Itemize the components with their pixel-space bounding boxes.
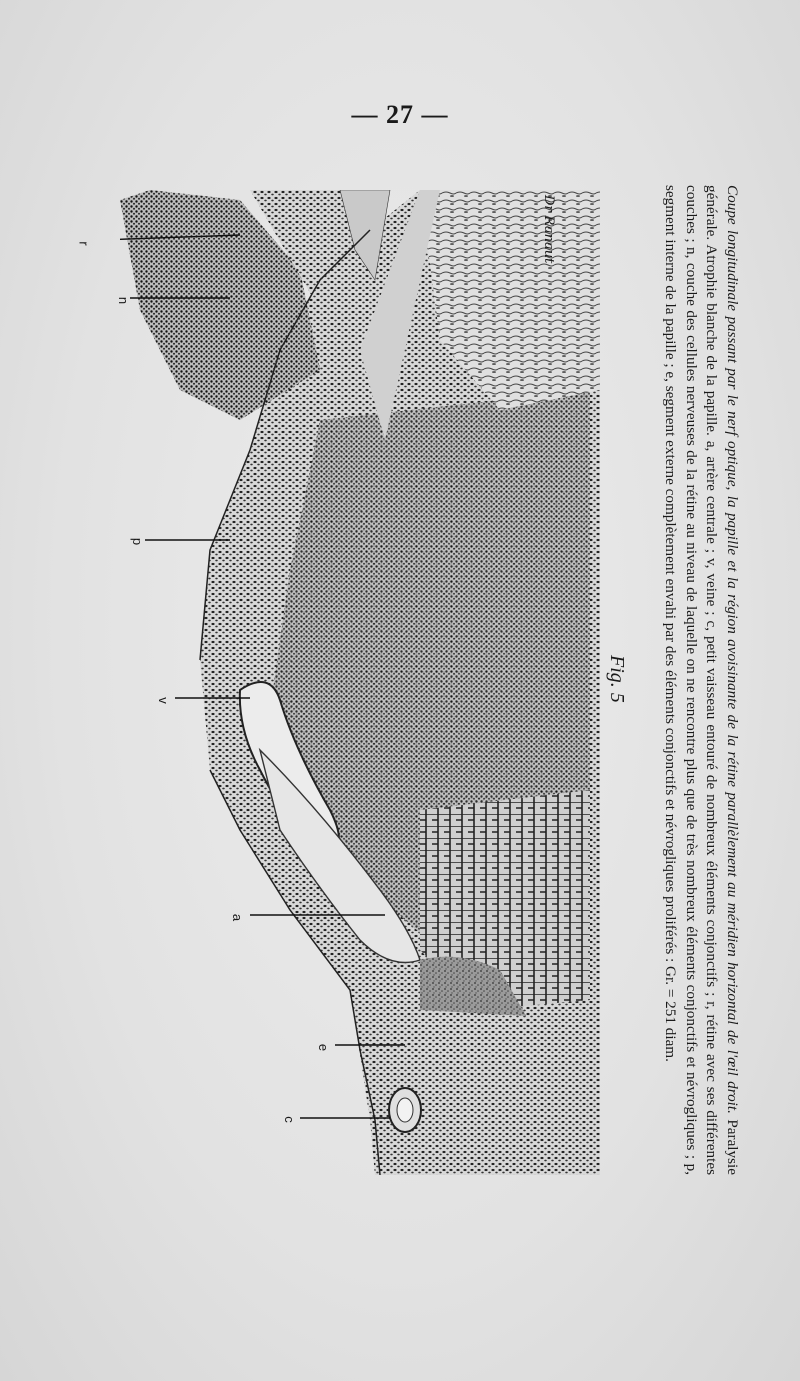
label-p: p	[130, 537, 146, 546]
label-v: v	[155, 697, 171, 704]
histology-drawing	[120, 190, 600, 1175]
figure-label: Fig. 5	[606, 655, 628, 703]
caption-regular: Paralysie générale. Atrophie blanche de la papille. a, artère centrale ; v, veine ; c, petit vaisseau entouré de nombreux éléments conjonctifs ; r, rétine avec ses différentes couches ; n, couche des cellules nerveuses de la rétine au niveau de laquelle on ne rencontre plus que de très nombreux éléments conjonctifs et névrogliques ; p, segment interne de la papille ; e, segment externe complètement envahi par des éléments conjonctifs et névrogliques proliférés : Gr. = 251 diam.	[662, 185, 741, 1175]
label-r: r	[76, 241, 92, 246]
histology-plate-illustration	[76, 190, 600, 1175]
label-e: e	[316, 1043, 332, 1052]
artist-signature: Dr Ranaut	[541, 195, 556, 264]
label-a: a	[230, 913, 246, 922]
figure-caption	[660, 185, 742, 1175]
page-number: — 27 —	[351, 100, 449, 129]
caption-italic: Coupe longitudinale passant par le nerf optique, la papille et la région avoisinante de la rétine parallèlement au méridien horizontal de l'œil droit.	[724, 185, 741, 1114]
label-n: n	[116, 296, 132, 305]
label-c: c	[281, 1116, 297, 1123]
